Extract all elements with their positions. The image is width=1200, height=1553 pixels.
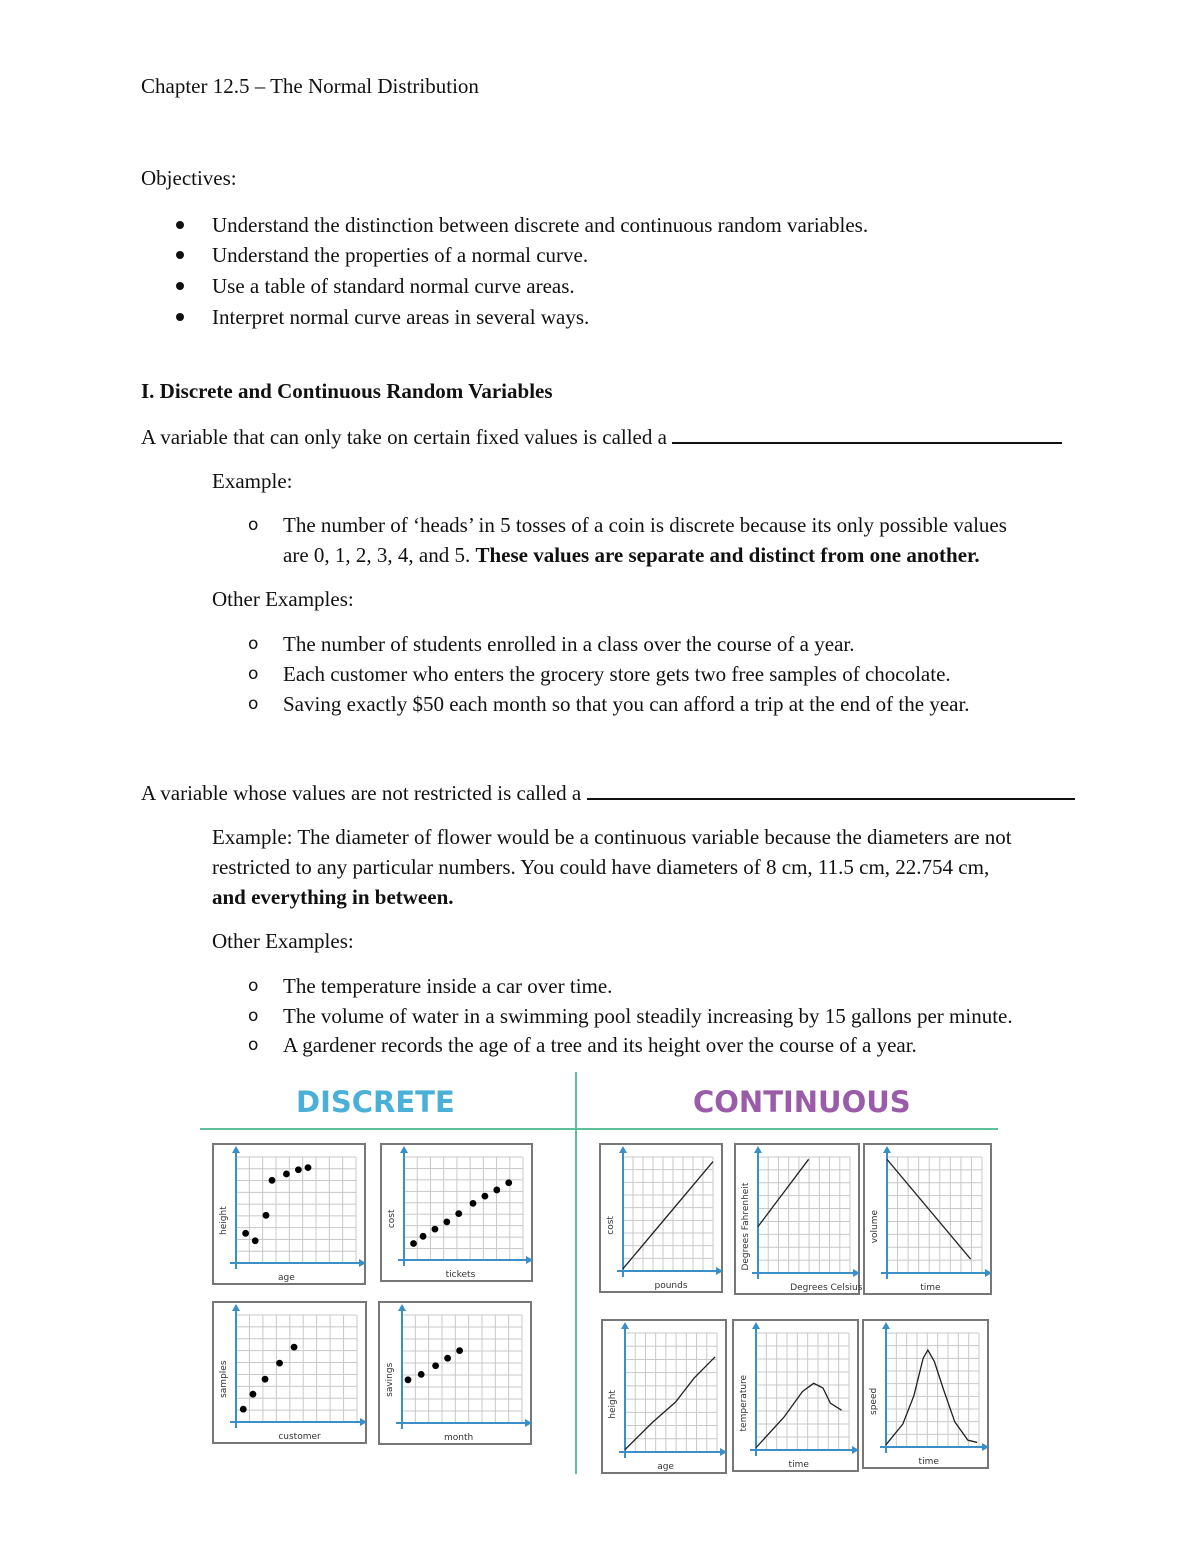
data-point bbox=[432, 1362, 439, 1369]
discrete-example: Saving exactly $50 each month so that you can afford a trip at the end of the year. bbox=[283, 692, 970, 716]
graph-panel-d3 bbox=[212, 1301, 367, 1444]
continuous-header: CONTINUOUS bbox=[693, 1085, 911, 1119]
graph-c2 bbox=[736, 1145, 862, 1297]
data-point bbox=[276, 1360, 283, 1367]
example-label: Example: bbox=[212, 469, 293, 493]
discrete-header: DISCRETE bbox=[296, 1085, 455, 1119]
x-axis-arrow-icon bbox=[985, 1269, 992, 1277]
x-axis-label: Degrees Celsius bbox=[790, 1283, 862, 1293]
x-axis-arrow-icon bbox=[982, 1443, 989, 1451]
bullet-icon bbox=[176, 313, 184, 321]
example-line-2-bold: These values are separate and distinct from one another. bbox=[475, 543, 980, 567]
circle-bullet-icon: o bbox=[248, 1035, 259, 1055]
graph-panel-c5 bbox=[732, 1319, 859, 1472]
discrete-definition bbox=[141, 424, 1062, 449]
objective-item: Understand the distinction between discrete and continuous random variables. bbox=[212, 213, 869, 237]
figure-vertical-divider bbox=[575, 1072, 577, 1474]
continuous-example: The temperature inside a car over time. bbox=[283, 974, 613, 998]
x-axis-label: time bbox=[788, 1460, 809, 1470]
other-examples-label: Other Examples: bbox=[212, 587, 354, 611]
y-axis-arrow-icon bbox=[398, 1304, 406, 1311]
y-axis-arrow-icon bbox=[232, 1304, 240, 1311]
data-line bbox=[625, 1357, 715, 1450]
x-axis-arrow-icon bbox=[853, 1269, 860, 1277]
y-axis-arrow-icon bbox=[619, 1146, 627, 1153]
y-axis-label: speed bbox=[869, 1387, 879, 1416]
graph-d3 bbox=[214, 1303, 369, 1446]
x-axis-arrow-icon bbox=[526, 1256, 533, 1264]
y-axis-arrow-icon bbox=[882, 1322, 890, 1329]
data-point bbox=[262, 1376, 269, 1383]
circle-bullet-icon: o bbox=[248, 976, 259, 996]
y-axis-label: cost bbox=[387, 1209, 397, 1229]
data-point bbox=[242, 1230, 249, 1237]
y-axis-arrow-icon bbox=[621, 1322, 629, 1329]
section-heading: I. Discrete and Continuous Random Variables bbox=[141, 379, 553, 403]
x-axis-label: age bbox=[278, 1273, 295, 1283]
data-point bbox=[482, 1193, 489, 1200]
y-axis-label: height bbox=[608, 1390, 618, 1419]
graph-d4 bbox=[380, 1303, 534, 1447]
data-point bbox=[269, 1177, 276, 1184]
cont-example-line-3: and everything in between. bbox=[212, 885, 454, 909]
data-point bbox=[455, 1210, 462, 1217]
data-point bbox=[432, 1226, 439, 1233]
graph-c5 bbox=[734, 1321, 861, 1474]
circle-bullet-icon: o bbox=[248, 664, 259, 684]
y-axis-arrow-icon bbox=[883, 1146, 891, 1153]
continuous-example: The volume of water in a swimming pool steadily increasing by 15 gallons per minute. bbox=[283, 1004, 1013, 1028]
data-point bbox=[493, 1187, 500, 1194]
data-point bbox=[250, 1391, 257, 1398]
data-point bbox=[418, 1371, 425, 1378]
example-line-1: The number of ‘heads’ in 5 tosses of a coin is discrete because its only possible values bbox=[283, 513, 1007, 537]
cont-example-line-2: restricted to any particular numbers. You could have diameters of 8 cm, 11.5 cm, 22.754 cm, bbox=[212, 855, 990, 879]
graph-c4 bbox=[603, 1321, 729, 1476]
discrete-definition-text: A variable that can only take on certain fixed values is called a bbox=[141, 425, 673, 449]
y-axis-arrow-icon bbox=[232, 1146, 240, 1153]
data-point bbox=[291, 1344, 298, 1351]
y-axis-arrow-icon bbox=[754, 1146, 762, 1153]
data-point bbox=[443, 1218, 450, 1225]
x-axis-arrow-icon bbox=[525, 1419, 532, 1427]
data-point bbox=[470, 1200, 477, 1207]
x-axis-arrow-icon bbox=[359, 1259, 366, 1267]
bullet-icon bbox=[176, 221, 184, 229]
x-axis-label: time bbox=[918, 1457, 939, 1467]
objective-item: Understand the properties of a normal curve. bbox=[212, 243, 589, 267]
y-axis-label: temperature bbox=[739, 1374, 749, 1432]
page-title: Chapter 12.5 – The Normal Distribution bbox=[141, 74, 479, 98]
objective-item: Interpret normal curve areas in several ways. bbox=[212, 305, 590, 329]
data-line bbox=[623, 1162, 713, 1269]
x-axis-arrow-icon bbox=[716, 1267, 723, 1275]
circle-bullet-icon: o bbox=[248, 634, 259, 654]
continuous-example: A gardener records the age of a tree and its height over the course of a year. bbox=[283, 1033, 917, 1057]
data-point bbox=[420, 1233, 427, 1240]
y-axis-label: Degrees Fahrenheit bbox=[741, 1182, 751, 1271]
continuous-answer-blank bbox=[587, 780, 1075, 800]
objectives-label: Objectives: bbox=[141, 166, 237, 190]
x-axis-label: tickets bbox=[445, 1270, 476, 1280]
y-axis-label: samples bbox=[219, 1360, 229, 1398]
graph-panel-c3 bbox=[863, 1143, 992, 1295]
graph-panel-d1 bbox=[212, 1143, 366, 1285]
x-axis-label: pounds bbox=[654, 1281, 688, 1291]
data-point bbox=[444, 1355, 451, 1362]
graph-c3 bbox=[865, 1145, 994, 1297]
data-point bbox=[410, 1240, 417, 1247]
graph-panel-c4 bbox=[601, 1319, 727, 1474]
cont-other-examples-label: Other Examples: bbox=[212, 929, 354, 953]
figure-horizontal-divider bbox=[200, 1128, 998, 1130]
graph-d2 bbox=[382, 1145, 535, 1284]
data-point bbox=[240, 1406, 247, 1413]
graph-d1 bbox=[214, 1145, 368, 1287]
bullet-icon bbox=[176, 251, 184, 259]
x-axis-label: month bbox=[444, 1433, 474, 1443]
y-axis-arrow-icon bbox=[752, 1322, 760, 1329]
data-point bbox=[456, 1347, 463, 1354]
x-axis-label: time bbox=[920, 1283, 941, 1293]
circle-bullet-icon: o bbox=[248, 694, 259, 714]
example-line-2 bbox=[283, 543, 980, 567]
y-axis-label: cost bbox=[606, 1216, 616, 1235]
graph-panel-c1 bbox=[599, 1143, 723, 1293]
objective-item: Use a table of standard normal curve areas. bbox=[212, 274, 575, 298]
circle-bullet-icon: o bbox=[248, 515, 259, 535]
data-point bbox=[295, 1166, 302, 1173]
discrete-example: Each customer who enters the grocery store gets two free samples of chocolate. bbox=[283, 662, 951, 686]
data-point bbox=[283, 1171, 290, 1178]
data-point bbox=[305, 1164, 312, 1171]
graph-panel-d4 bbox=[378, 1301, 532, 1445]
y-axis-label: savings bbox=[385, 1362, 395, 1397]
x-axis-label: age bbox=[657, 1462, 674, 1472]
bullet-icon bbox=[176, 282, 184, 290]
discrete-answer-blank bbox=[672, 424, 1062, 444]
graph-c1 bbox=[601, 1145, 725, 1295]
continuous-definition-text: A variable whose values are not restricted is called a bbox=[141, 781, 587, 805]
graph-panel-d2 bbox=[380, 1143, 533, 1282]
data-point bbox=[405, 1376, 412, 1383]
x-axis-arrow-icon bbox=[852, 1446, 859, 1454]
cont-example-line-1: Example: The diameter of flower would be a continuous variable because the diameters are not bbox=[212, 825, 1012, 849]
data-point bbox=[505, 1179, 512, 1186]
y-axis-label: volume bbox=[870, 1209, 880, 1244]
example-line-2-text: are 0, 1, 2, 3, 4, and 5. bbox=[283, 543, 476, 567]
graph-panel-c6 bbox=[862, 1319, 989, 1469]
circle-bullet-icon: o bbox=[248, 1006, 259, 1026]
x-axis-arrow-icon bbox=[720, 1448, 727, 1456]
x-axis-label: customer bbox=[278, 1432, 321, 1442]
data-line bbox=[886, 1350, 977, 1445]
discrete-example: The number of students enrolled in a class over the course of a year. bbox=[283, 632, 855, 656]
data-point bbox=[252, 1237, 259, 1244]
graph-panel-c2 bbox=[734, 1143, 860, 1295]
data-point bbox=[263, 1212, 270, 1219]
y-axis-arrow-icon bbox=[400, 1146, 408, 1153]
continuous-definition bbox=[141, 780, 1075, 805]
y-axis-label: height bbox=[219, 1206, 229, 1235]
graph-c6 bbox=[864, 1321, 991, 1471]
x-axis-arrow-icon bbox=[360, 1418, 367, 1426]
